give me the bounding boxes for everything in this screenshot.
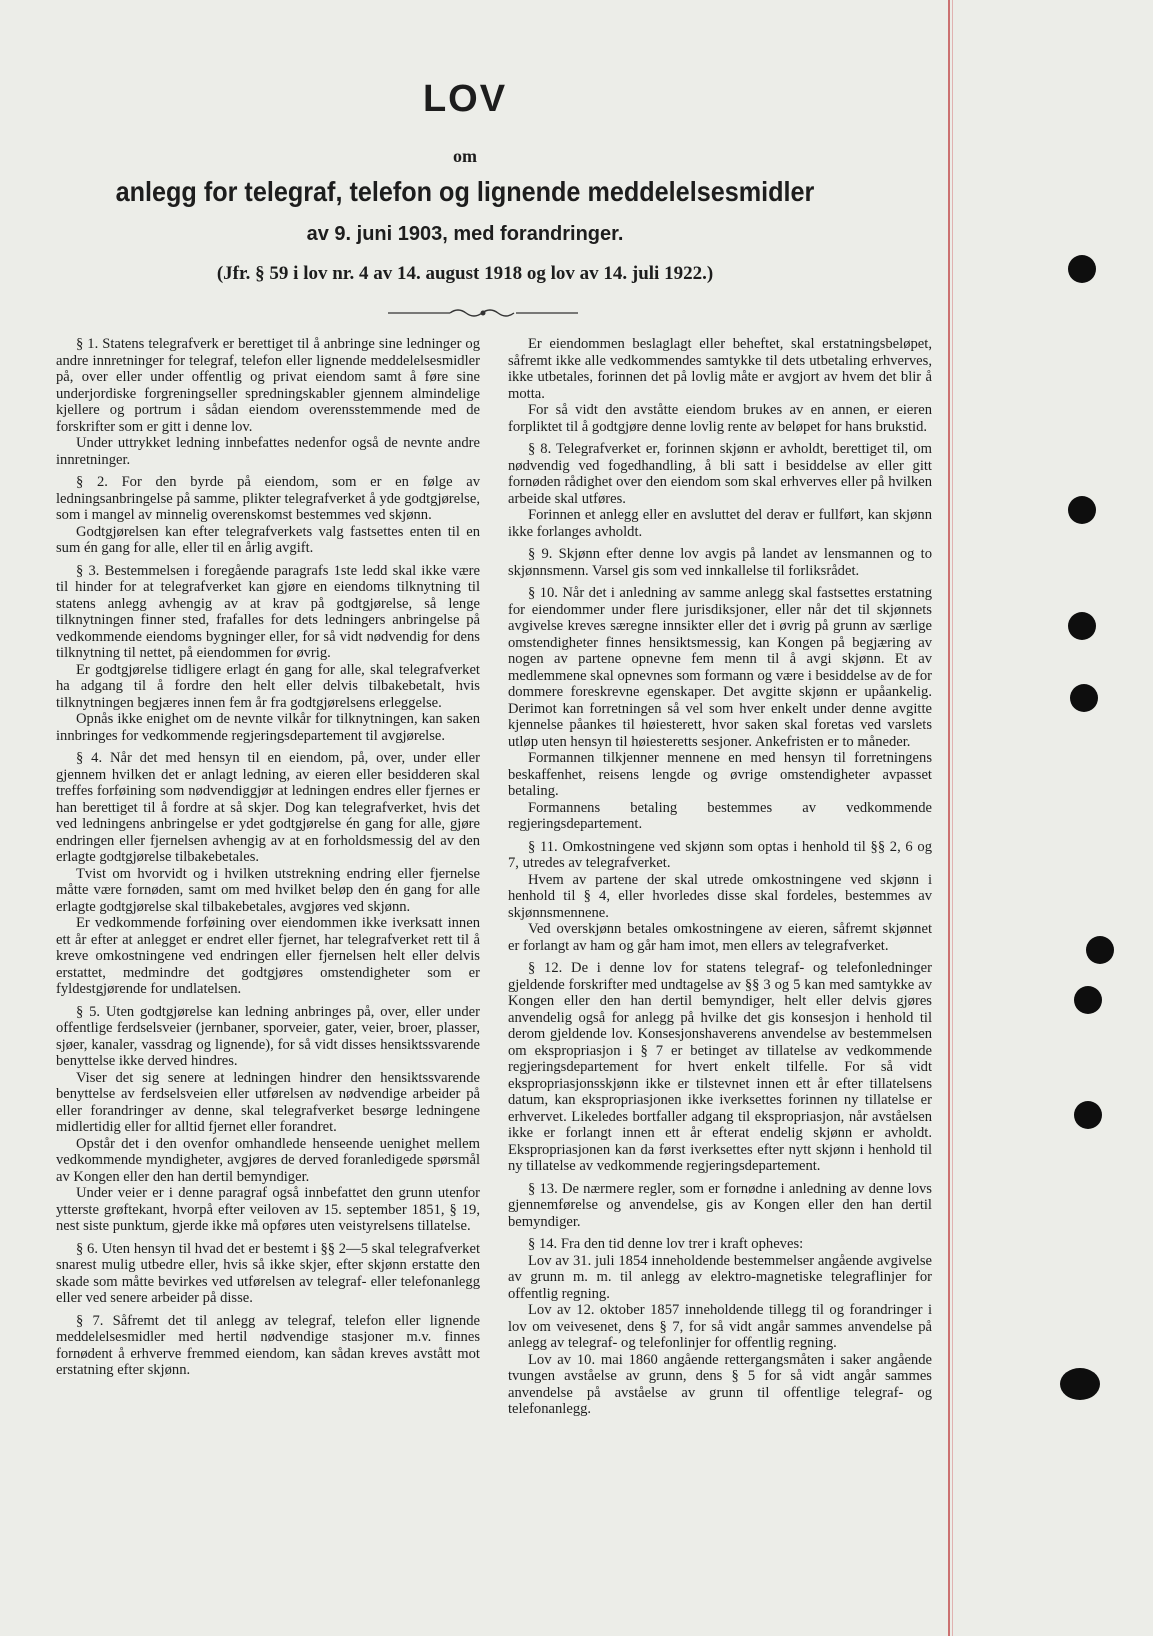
left-column [56, 336, 480, 1379]
punch-hole [1068, 612, 1096, 640]
paragraph: Er eiendommen beslaglagt eller beheftet, skal erstatningsbeløpet, såfremt ikke alle vedkommendes samtykke til dets utbetaling erhverves, ikke utbetales, forinnen det på lovlig måte er avgjort av hvem det blir å motta. [508, 336, 932, 402]
paragraph: Opnås ikke enighet om de nevnte vilkår for tilknytningen, kan saken innbringes for vedkommende regjeringsdepartement til avgjørelse. [56, 711, 480, 744]
paragraph: Formannen tilkjenner mennene en med hensyn til forretningens beskaffenhet, reisens lengde og øvrige omstendigheter avpasset betaling. [508, 750, 932, 799]
paragraph: For så vidt den avståtte eiendom brukes av en annen, er eieren forpliktet til å godtgjøre denne lovlig rente av beløpet for hans brukstid. [508, 402, 932, 435]
paragraph: Lov av 31. juli 1854 inneholdende bestemmelser angående avgivelse av grunn m. m. til anlegg av elektro-magnetiske telegraflinjer for offentlig regning. [508, 1252, 932, 1302]
paragraph: Lov av 10. mai 1860 angående rettergangsmåten i saker angående tvungen avståelse av grunn, dens § 5 for så vidt angår sammes anvendelse på avståelse av grunn til offentlige telegraf- og telefonanlegg. [508, 1351, 932, 1417]
punch-hole [1060, 1368, 1100, 1400]
page-subtitle: anlegg for telegraf, telefon og lignende meddelelsesmidler [115, 176, 815, 207]
paragraph: Under veier er i denne paragraf også innbefattet den grunn utenfor ytterste grøftekant, hvorpå efter veiloven av 15. september 1851, § 19, nest siste punktum, gjerde ikke må opføres uten veistyrelsens tillatelse. [56, 1185, 480, 1234]
paragraph: § 14. Fra den tid denne lov trer i kraft opheves: [528, 1236, 804, 1252]
punch-hole [1074, 1101, 1102, 1129]
law-reference: (Jfr. § 59 i lov nr. 4 av 14. august 1918 og lov av 14. juli 1922.) [216, 263, 714, 284]
paragraph: § 12. De i denne lov for statens telegraf- og telefonledninger gjeldende forskrifter med undtagelse av §§ 3 og 5 kan med samtykke av Kongen eller den han dertil bemyndiger, helt eller delvis gjøres anvendelig også for anlegg på hvilke det gis konsesjon i henhold til derom gjeldende lov. Konsesjonshaverens anvendelse av bestemmelsen om ekspropriasjon i § 7 er betinget av tillatelse av vedkommende regjeringsdepartement for hvert enkelt tilfelle. For så vidt ekspropriasjonsskjønn ikke er tilstevnet innen ett år efter tillatelsens datum, kan ekspropriasjonen ikke iverksettes forinnen ny tillatelse er erhvervet. Likeledes bortfaller adgang til ekspropriasjon, når avståelsen ikke er forlangt innen ett år efterat endelig skjønn er avholdt. Ekspropriasjonen kan da først iverksettes efter nytt skjønn i henhold til ny tillatelse av vedkommende regjeringsdepartement. [508, 960, 932, 1174]
paragraph: Ved overskjønn betales omkostningene av eieren, såfremt skjønnet er forlangt av ham og går ham imot, men ellers av telegrafverket. [508, 921, 932, 954]
paragraph: Er vedkommende forføining over eiendommen ikke iverksatt innen ett år efter at anlegget er endret eller fjernet, har telegrafverket rett til å kreve omkostningene ved endringen eller fjernelsen helt eller delvis erstattet, medmindre det godtgjøres omstendigheter som er fyldestgjørende for undlatelsen. [56, 915, 480, 997]
paragraph: Under uttrykket ledning innbefattes nedenfor også de nevnte andre innretninger. [56, 435, 480, 468]
margin-line [952, 0, 953, 1636]
paragraph: § 11. Omkostningene ved skjønn som optas i henhold til §§ 2, 6 og 7, utredes av telegrafverket. [508, 838, 932, 871]
paragraph: Opstår det i den ovenfor omhandlede henseende uenighet mellem vedkommende myndigheter, avgjøres de derved foranledigede spørsmål av Kongen eller den han dertil bemyndiger. [56, 1135, 480, 1185]
punch-hole [1068, 255, 1096, 283]
page-title: LOV [422, 78, 508, 120]
margin-line [948, 0, 950, 1636]
punch-hole [1086, 936, 1114, 964]
paragraph: Formannens betaling bestemmes av vedkommende regjeringsdepartement. [508, 799, 932, 832]
punch-hole [1068, 496, 1096, 524]
paragraph: Viser det sig senere at ledningen hindrer den hensiktssvarende benyttelse av ferdselsveien eller utførelsen av nødvendige arbeider på eller forandringer av denne, skal telegrafverket besørge ledningene midlertidig eller for alltid fjernet eller forandret. [56, 1069, 480, 1135]
paragraph: Hvem av partene der skal utrede omkostningene ved skjønn i henhold til § 4, eller hvorledes disse skal fordeles, bestemmes av skjønnsmennene. [508, 871, 932, 921]
paragraph: § 10. Når det i anledning av samme anlegg skal fastsettes erstatning for eiendommer under flere jurisdiksjoner, eller når det til skjønnets avgivelse kreves særegne innsikter eller det i øvrig på grunn av særlige omstendigheter finnes hensiktsmessig, kan Kongen på begjæring av nogen av partene opnevne fem menn til å avgi skjønn. Et av medlemmene skal opnevnes som formann og være i besiddelse av de for dommere foreskrevne egenskaper. Det avgitte skjønn er upåankelig. Derimot kan forretningen så vel som hver enkelt under denne avgitte kjennelse påankes til høiesterett, hvor saken skal foretas ved varslets utløp uten hensyn til høiesteretts sesjoner. Ankefristen er to måneder. [508, 585, 932, 750]
paragraph: § 5. Uten godtgjørelse kan ledning anbringes på, over, eller under offentlige ferdselsveier (jernbaner, sporveier, gater, veier, broer, plasser, sjøer, kanaler, vassdrag og lignende), for så vidt disses hensiktssvarende benyttelse ikke derved hindres. [56, 1003, 480, 1069]
paragraph: Er godtgjørelse tidligere erlagt én gang for alle, skal telegrafverket ha adgang til å fordre den helt eller delvis tilbakebetalt, hvis tilknytningen begjæres innen fem år fra godtgjørelsens erleggelse. [56, 661, 480, 711]
paragraph: § 2. For den byrde på eiendom, som er en følge av ledningsanbringelse på samme, plikter telegrafverket å yde godtgjørelse, som i mangel av minnelig overenskomst bestemmes ved skjønn. [56, 474, 480, 523]
paragraph: § 4. Når det med hensyn til en eiendom, på, over, under eller gjennem hvilken det er anlagt ledning, av eieren eller besidderen skal treffes forføining som nødvendiggjør at ledningen endres eller fjernes er han berettiget til å fordre at så skjer. Dog kan telegrafverket, hvis det ved ledningens anbringelse er ydet godtgjørelse én gang for alle, gjøre endringen eller fjernelsen avhengig av at en forholdsmessig del av den erlagte godtgjørelse tilbakebetales. [56, 750, 480, 865]
law-date: av 9. juni 1903, med forandringer. [306, 223, 624, 245]
paragraph: § 13. De nærmere regler, som er fornødne i anledning av denne lovs gjennemførelse og anvendelse, gis av Kongen eller den han dertil bemyndiger. [508, 1180, 932, 1230]
paragraph: Godtgjørelsen kan efter telegrafverkets valg fastsettes enten til en sum én gang for alle, eller til en årlig avgift. [56, 523, 480, 556]
paragraph: Forinnen et anlegg eller en avsluttet del derav er fullført, kan skjønn ikke forlanges avholdt. [508, 507, 932, 540]
paragraph: § 3. Bestemmelsen i foregående paragrafs 1ste ledd skal ikke være til hinder for at telegrafverket kan gjøre en eiendoms tilknytning til statens anlegg avhengig av at krav på godtgjørelse, så lenge tilknytningen finner sted, frafalles for dets ledningers anbringelse på vedkommende eiendoms bygninger eller, for så vidt nødvendig for dens tilknytning til nettet, på eiendommen for øvrig. [56, 562, 480, 661]
ornament-divider [388, 306, 578, 320]
paragraph: § 1. Statens telegrafverk er berettiget til å anbringe sine ledninger og andre innretninger for telegraf, telefon eller lignende meddelelsesmidler på, over eller under offentlig og privat eiendom samt å føre sine underjordiske forgreningseller spredningskabler gjennem almindelige kjellere og portrum i sådan eiendom overensstemmende med de forskrifter som er gitt i denne lov. [56, 336, 480, 435]
paragraph: § 7. Såfremt det til anlegg av telegraf, telefon eller lignende meddelelsesmidler med hertil nødvendige stasjoner m.v. finnes fornødent å erhverve fremmed eiendom, kan sådan kreves avstått mot erstatning efter skjønn. [56, 1312, 480, 1378]
paragraph: Lov av 12. oktober 1857 inneholdende tillegg til og forandringer i lov om veivesenet, dens § 7, for så vidt angår sammes anvendelse på anlegg av telegraf- og telefonlinjer for offentlig regning. [508, 1302, 932, 1351]
om-label: om [453, 146, 477, 166]
paragraph: § 8. Telegrafverket er, forinnen skjønn er avholdt, berettiget til, om nødvendig ved fogedhandling, å bli satt i besiddelse av eller gitt fornøden rådighet over den eiendom som skal erhverves eller på hvilken arbeide skal utføres. [508, 441, 932, 507]
paragraph: § 9. Skjønn efter denne lov avgis på landet av lensmannen og to skjønnsmenn. Varsel gis som ved innkallelse til forliksrådet. [508, 546, 932, 579]
paragraph: § 6. Uten hensyn til hvad det er bestemt i §§ 2—5 skal telegrafverket snarest mulig utbedre eller, hvis så ikke skjer, efter skjønn erstatte den skade som måtte bevirkes ved utførelsen av telegraf- eller telefonanlegg eller ved senere arbeider på disse. [56, 1240, 480, 1306]
paragraph: Tvist om hvorvidt og i hvilken utstrekning endring eller fjernelse måtte være fornøden, samt om med hvilket beløp den én gang for alle erlagte godtgjørelse skal tilbakebetales, avgjøres ved skjønn. [56, 865, 480, 915]
punch-hole [1070, 684, 1098, 712]
punch-hole [1074, 986, 1102, 1014]
right-column [508, 336, 932, 1418]
